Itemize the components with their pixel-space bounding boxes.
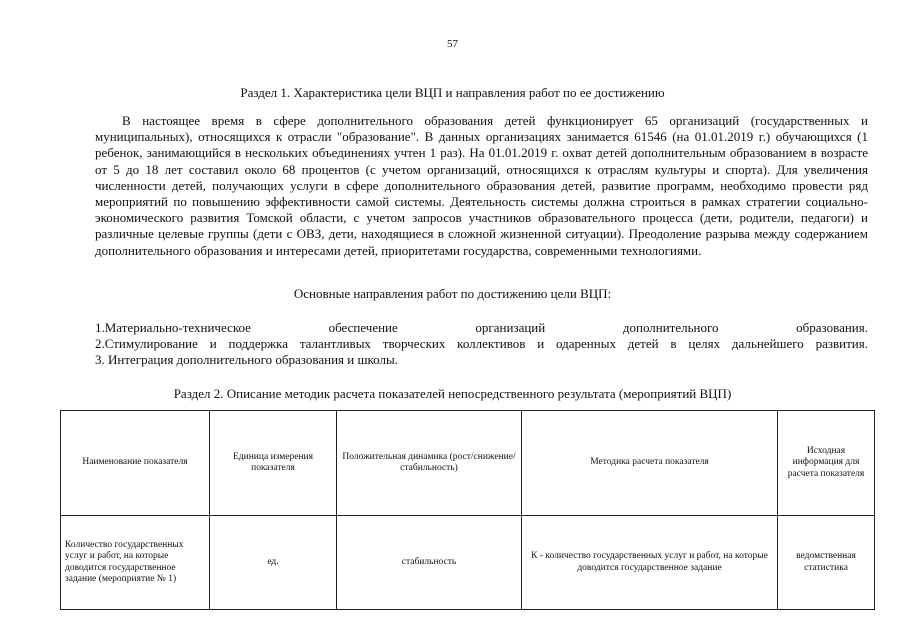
cell-unit: ед.: [210, 516, 337, 610]
directions-list: [95, 320, 868, 369]
cell-dynamics: стабильность: [337, 516, 522, 610]
direction-item-3: 3. Интеграция дополнительного образования и школы.: [95, 352, 398, 368]
section-2-title: Раздел 2. Описание методик расчета показателей непосредственного результата (мероприятий ВЦП): [173, 386, 732, 401]
cell-indicator-name: Количество государственных услуг и работ, на которые доводится государственное задание (мероприятие № 1): [61, 516, 210, 610]
cell-method: К - количество государственных услуг и работ, на которые доводится государственное задание: [522, 516, 778, 610]
header-dynamics: Положительная динамика (рост/снижение/стабильность): [337, 411, 522, 516]
page-number: 57: [447, 38, 458, 50]
table-header-row: [61, 411, 875, 516]
directions-title: Основные направления работ по достижению цели ВЦП:: [293, 286, 612, 301]
section-1-title: Раздел 1. Характеристика цели ВЦП и направления работ по ее достижению: [240, 85, 665, 100]
header-source: Исходная информация для расчета показателя: [778, 411, 875, 516]
header-method: Методика расчета показателя: [522, 411, 778, 516]
table-row: [61, 516, 875, 610]
header-unit: Единица измерения показателя: [210, 411, 337, 516]
header-indicator-name: Наименование показателя: [61, 411, 210, 516]
intro-paragraph: В настоящее время в сфере дополнительного образования детей функционирует 65 организаций (государственных и муниципальных), относящихся к отрасли "образование". В данных организациях занимается 61546 (на 01.01.2019 г.) обучающихся (1 ребенок, занимающийся в нескольких объединениях учтен 1 раз). На 01.01.2019 г. охват детей дополнительным образованием в возрасте от 5 до 18 лет составил около 68 процентов (с учетом организаций, относящихся к отраслям культуры и спорта). Для увеличения численности детей, получающих услуги в сфере дополнительного образования детей, развитие программ, необходимо провести ряд мероприятий по повышению эффективности самой системы. Деятельность системы должна строиться в рамках стратегии социально-экономического развития Томской области, с учетом запросов участников образовательного процесса (дети, родители, педагоги) и различные целевые группы (дети с ОВЗ, дети, находящиеся в сложной жизненной ситуации). Преодоление разрыва между содержанием дополнительного образования и интересами детей, приоритетами государства, современными технологиями.: [95, 113, 868, 258]
cell-source: ведомственная статистика: [778, 516, 875, 610]
indicators-table: [60, 410, 875, 610]
direction-item-1: 1.Материально-техническое обеспечение организаций дополнительного образования.: [95, 320, 868, 335]
direction-item-2: 2.Стимулирование и поддержка талантливых творческих коллективов и одаренных детей в целях дальнейшего развития.: [95, 336, 868, 352]
